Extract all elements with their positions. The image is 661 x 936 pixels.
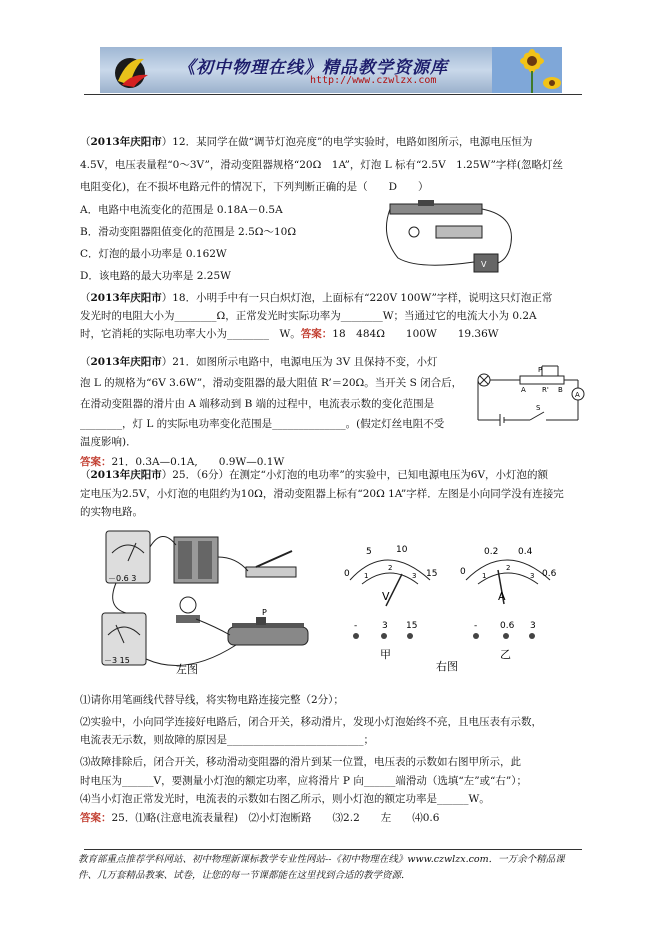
q12-option-a: A．电路中电流变化的范围是 0.18A－0.5A: [80, 204, 283, 216]
q25-line2: 定电压为2.5V，小灯泡的电阻约为10Ω，滑动变阻器上标有“20Ω 1A”字样．左图是小向同学没有连接完: [80, 488, 564, 500]
sunflower-icon: [492, 47, 562, 93]
q25-line1: （2013年庆阳市）25．（6分）在测定“小灯泡的电功率”的实验中，已知电源电压为6V，小灯泡的额: [80, 469, 549, 481]
q25-answer-line: [80, 808, 588, 828]
v-inner-2: 2: [388, 564, 393, 572]
a-tick-0: 0: [460, 567, 466, 577]
svg-text:－3 15: －3 15: [104, 656, 130, 665]
q25-left-figure: [96, 527, 321, 687]
site-logo-icon: [108, 51, 156, 89]
q25-answer: 25．⑴略(注意电流表量程) ⑵小灯泡断路 ⑶2.2 左 ⑷0.6: [111, 812, 440, 824]
q25-sub4: ⑷当小灯泡正常发光时，电流表的示数如右图乙所示，则小灯泡的额定功率是______W。: [80, 793, 490, 805]
svg-text:P: P: [262, 608, 267, 617]
q12-line1: （2013年庆阳市）12．某同学在做“调节灯泡亮度”的电学实验时，电路如图所示，电源电压恒为: [80, 136, 533, 148]
v-inner-1: 1: [364, 572, 369, 580]
v-tick-10: 10: [396, 545, 408, 555]
q21-line4: ________，灯 L 的实际电功率变化范围是______________。(假定灯丝电阻不受: [80, 418, 445, 430]
v-term-3: 3: [382, 621, 388, 631]
q12-line3: 电阻变化)，在不损坏电路元件的情况下，下列判断正确的是（ D ）: [80, 181, 429, 193]
q25-sub2-a: ⑵实验中，小向同学连接好电路后，闭合开关，移动滑片，发现小灯泡始终不亮，且电压表有示数，: [80, 716, 542, 728]
right-figure-label: 右图: [436, 660, 458, 673]
a-unit: A: [498, 590, 506, 603]
header-rule: [84, 94, 582, 95]
v-term-neg: -: [354, 621, 358, 631]
q12-option-b: B．滑动变阻器阻值变化的范围是 2.5Ω～10Ω: [80, 226, 297, 238]
a-term-3: 3: [530, 621, 536, 631]
q21-line2: 泡 L 的规格为“6V 3.6W”，滑动变阻器的最大阻值 R’＝20Ω。当开关 S 闭合后，: [80, 377, 463, 389]
a-term-06: 0.6: [500, 621, 515, 631]
q25-sub3-b: 时电压为______V，要测量小灯泡的额定功率，应将滑片 P 向______端滑动（选填“左”或“右”）；: [80, 775, 528, 787]
q12-source: 2013年庆阳市: [90, 136, 162, 148]
site-url[interactable]: http://www.czwlzx.com: [310, 75, 437, 86]
q18-line2: 发光时的电阻大小为________Ω，正常发光时实际功率为________W；当通过它的电流大小为 0.2A: [80, 310, 537, 322]
meter-v-caption: 甲: [380, 648, 391, 661]
q25-line3: 的实物电路。: [80, 506, 143, 518]
page-footer: [78, 852, 588, 884]
svg-text:－0.6 3: －0.6 3: [108, 574, 137, 583]
q21-line1: （2013年庆阳市）21．如图所示电路中，电源电压为 3V 且保持不变，小灯: [80, 356, 438, 368]
q21-line3: 在滑动变阻器的滑片由 A 端移动到 B 端的过程中，电流表示数的变化范围是: [80, 398, 435, 410]
q21-source: 2013年庆阳市: [90, 356, 162, 368]
a-term-neg: -: [474, 621, 478, 631]
q21-label-b: B: [558, 386, 563, 394]
q21-answer: 21．0.3A—0.1A, 0.9W—0.1W: [111, 456, 285, 468]
q21-circuit-figure: [470, 362, 592, 430]
bulb-icon: [180, 597, 196, 613]
q18-answer-label: 答案：: [300, 328, 333, 340]
left-figure-label: 左图: [176, 663, 198, 676]
v-tick-0: 0: [344, 569, 350, 579]
v-unit: V: [382, 590, 390, 603]
a-inner-2: 2: [506, 564, 511, 572]
q21-label-a: A: [521, 386, 526, 394]
q18-answer: 18 484Ω 100W 19.36W: [332, 328, 499, 340]
q12-circuit-figure: [378, 196, 528, 278]
footer-line1: 教育部重点推荐学科网站、初中物理新课标教学专业性网站--《初中物理在线》www.czwlzx.com．一万余个精品课: [78, 854, 565, 865]
q25-answer-label: 答案：: [80, 812, 112, 824]
q21-label-r: R': [542, 386, 549, 394]
a-inner-1: 1: [482, 572, 487, 580]
footer-rule: [84, 849, 582, 850]
q25-sub3-a: ⑶故障排除后，闭合开关，移动滑动变阻器的滑片到某一位置，电压表的示数如右图甲所示，此: [80, 756, 521, 768]
q12-option-d: D．该电路的最大功率是 2.25W: [80, 270, 231, 282]
v-tick-15: 15: [426, 569, 438, 579]
meter-a-caption: 乙: [500, 648, 511, 661]
q12-line2: 4.5V，电压表量程“0～3V”，滑动变阻器规格“20Ω 1A”，灯泡 L 标有“2.5V 1.25W”字样(忽略灯丝: [80, 159, 563, 171]
v-inner-3: 3: [412, 572, 417, 580]
footer-line2: 件、几万套精品教案、试卷，让您的每一节课都能在这里找到合适的教学资源．: [78, 870, 411, 881]
a-tick-02: 0.2: [484, 547, 499, 557]
svg-text:V: V: [481, 260, 487, 269]
q12-option-c: C．灯泡的最小功率是 0.162W: [80, 248, 227, 260]
q25-sub2-b: 电流表无示数，则故障的原因是__________________________；: [80, 734, 374, 746]
v-tick-5: 5: [366, 547, 372, 557]
q18-line1: （2013年庆阳市）18．小明手中有一只白炽灯泡，上面标有“220V 100W”字样，说明这只灯泡正常: [80, 292, 553, 304]
a-tick-06: 0.6: [542, 569, 557, 579]
site-banner: [100, 47, 562, 93]
a-inner-3: 3: [530, 572, 535, 580]
svg-text:A: A: [575, 391, 580, 399]
q25-meters-figure: [340, 540, 580, 675]
v-term-15: 15: [406, 621, 418, 631]
q21-label-s: S: [536, 404, 541, 412]
q25-source: 2013年庆阳市: [90, 469, 162, 481]
q18-line3: 时，它消耗的实际电功率大小为________ W。答案：18 484Ω 100W 19.36W: [80, 328, 499, 340]
q25-sub1: ⑴请你用笔画线代替导线，将实物电路连接完整（2分）；: [80, 694, 344, 706]
a-tick-04: 0.4: [518, 547, 533, 557]
q21-line5: 温度影响)．: [80, 436, 137, 448]
q21-label-p: P: [538, 366, 543, 374]
q18-source: 2013年庆阳市: [90, 292, 162, 304]
site-title: 《初中物理在线》精品教学资源库: [178, 58, 448, 78]
q21-answer-label: 答案：: [80, 456, 112, 468]
